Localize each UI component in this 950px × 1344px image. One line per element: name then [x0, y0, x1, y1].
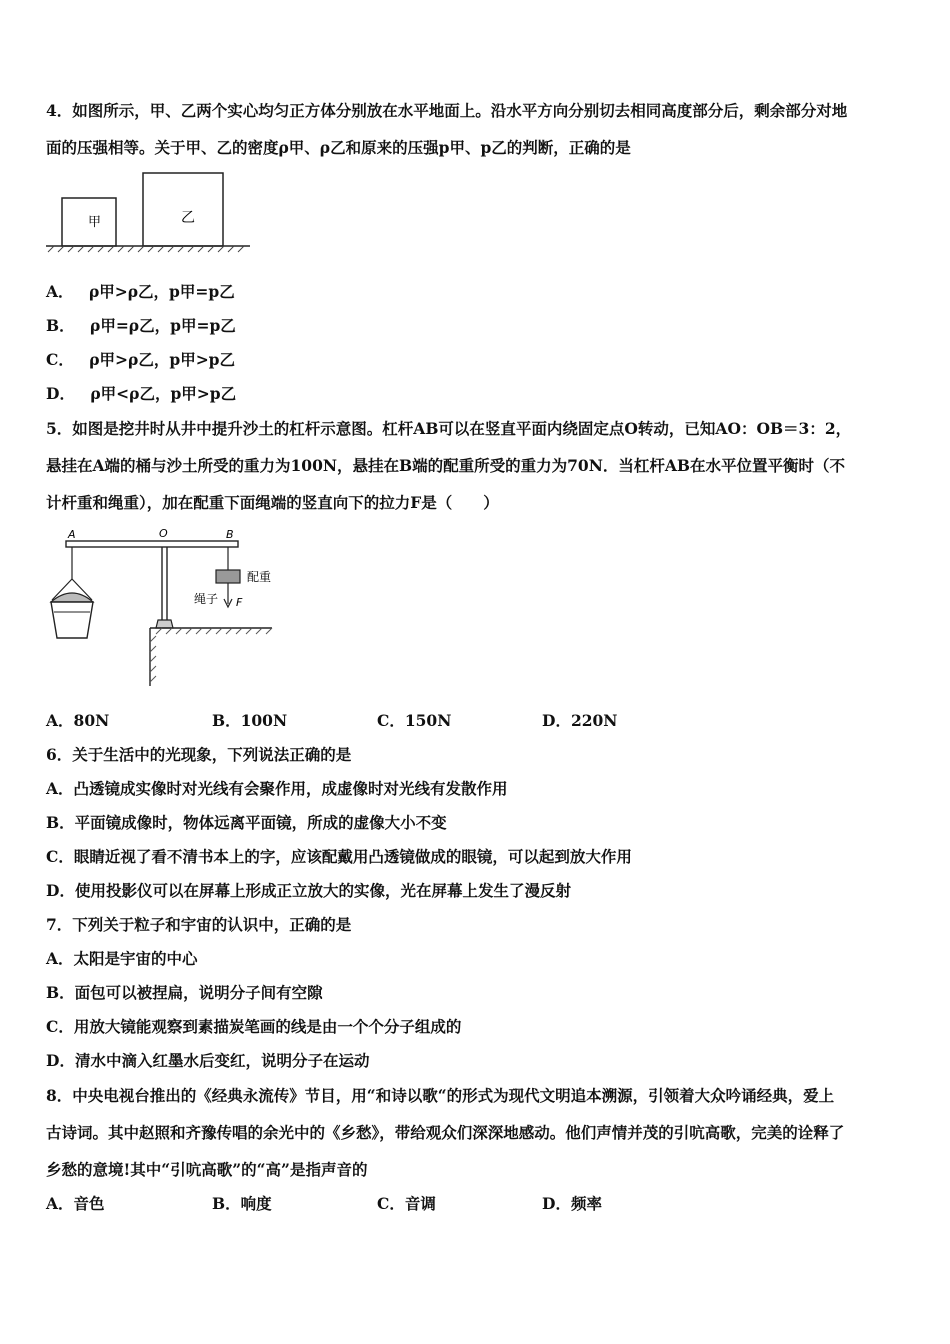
option-text: ρ甲>ρ乙，p甲=p乙 — [88, 282, 235, 301]
option-text: 响度 — [240, 1194, 272, 1213]
q5-option-d[interactable] — [542, 710, 617, 732]
label-o: O — [159, 527, 168, 540]
q6-option-a[interactable]: A．凸透镜成实像时对光线有会聚作用，成虚像时对光线有发散作用 — [46, 779, 508, 798]
q6-stem: 6．关于生活中的光现象，下列说法正确的是 — [46, 745, 352, 764]
counterweight — [216, 570, 240, 583]
label-jia: 甲 — [88, 215, 102, 230]
ground-hatching — [150, 628, 272, 682]
q8-option-a[interactable] — [46, 1193, 105, 1215]
option-text: 音色 — [73, 1194, 105, 1213]
option-text: 音调 — [404, 1194, 436, 1213]
q4-option-b[interactable] — [46, 315, 236, 337]
label-shengzi: 绳子 — [194, 592, 219, 606]
option-letter: D． — [542, 1194, 571, 1213]
bucket — [51, 602, 93, 638]
q4-option-c[interactable] — [46, 349, 235, 371]
q8-stem-line1: 8．中央电视台推出的《经典永流传》节目，用“和诗以歌“的形式为现代文明追本溯源，引领着大众吟诵经典，爱上 — [46, 1086, 835, 1105]
option-letter: D． — [46, 384, 75, 403]
q4-option-a[interactable] — [46, 281, 235, 303]
option-letter: A． — [46, 711, 74, 730]
option-text: 220N — [570, 711, 618, 730]
q5-option-a[interactable] — [46, 710, 109, 732]
option-letter: C． — [377, 711, 405, 730]
option-letter: A． — [46, 1194, 74, 1213]
q8-stem-line2: 古诗词。其中赵照和齐豫传唱的余光中的《乡愁》，带给观众们深深地感动。他们声情并茂的引吭高歌，完美的诠释了 — [46, 1123, 845, 1142]
q7-option-a[interactable]: A．太阳是宇宙的中心 — [46, 949, 198, 968]
q5-stem-line1: 5．如图是挖井时从井中提升沙土的杠杆示意图。杠杆AB可以在竖直平面内绕固定点O转动，已知AO：OB＝3：2， — [46, 419, 852, 438]
option-letter: B． — [212, 1194, 241, 1213]
q8-stem-line3: 乡愁的意境!其中“引吭高歌”的“高”是指声音的 — [46, 1160, 368, 1179]
pivot-base — [156, 620, 173, 628]
ground-hatching — [48, 246, 244, 252]
q7-stem: 7．下列关于粒子和宇宙的认识中，正确的是 — [46, 915, 352, 934]
q5-option-c[interactable] — [377, 710, 451, 732]
q5-lever-figure — [44, 524, 276, 690]
q5-option-b[interactable] — [212, 710, 287, 732]
label-f: F — [236, 596, 243, 609]
option-letter: A． — [46, 282, 74, 301]
option-letter: C． — [377, 1194, 405, 1213]
option-text: 频率 — [570, 1194, 602, 1213]
option-text: ρ甲=ρ乙，p甲=p乙 — [90, 316, 236, 335]
q8-option-d[interactable] — [542, 1193, 602, 1215]
q6-option-c[interactable]: C．眼睛近视了看不清书本上的字，应该配戴用凸透镜做成的眼镜，可以起到放大作用 — [46, 847, 632, 866]
q4-stem-line1: 4．如图所示，甲、乙两个实心均匀正方体分别放在水平地面上。沿水平方向分别切去相同高度部分后，剩余部分对地 — [46, 101, 848, 120]
q4-stem-line2: 面的压强相等。关于甲、乙的密度ρ甲、ρ乙和原来的压强p甲、p乙的判断，正确的是 — [46, 138, 631, 157]
q4-cube-figure — [44, 168, 254, 260]
label-yi: 乙 — [181, 210, 195, 226]
label-b: B — [226, 528, 234, 541]
option-letter: D． — [542, 711, 571, 730]
option-letter: B． — [212, 711, 241, 730]
q7-option-d[interactable]: D．清水中滴入红墨水后变红，说明分子在运动 — [46, 1051, 370, 1070]
option-text: 80N — [73, 711, 110, 730]
q8-option-b[interactable] — [212, 1193, 272, 1215]
q8-option-c[interactable] — [377, 1193, 436, 1215]
lever-bar — [66, 541, 238, 547]
q7-option-c[interactable]: C．用放大镜能观察到素描炭笔画的线是由一个个分子组成的 — [46, 1017, 462, 1036]
option-letter: B． — [46, 316, 75, 335]
q6-option-d[interactable]: D．使用投影仪可以在屏幕上形成正立放大的实像，光在屏幕上发生了漫反射 — [46, 881, 571, 900]
label-peizhong: 配重 — [247, 570, 272, 584]
option-letter: C． — [46, 350, 74, 369]
label-a: A — [68, 528, 76, 541]
option-text: ρ甲<ρ乙，p甲>p乙 — [90, 384, 237, 403]
q5-stem-line2: 悬挂在A端的桶与沙土所受的重力为100N，悬挂在B端的配重所受的重力为70N．当杠杆AB在水平位置平衡时（不 — [46, 456, 846, 475]
option-text: ρ甲>ρ乙，p甲>p乙 — [89, 350, 236, 369]
option-text: 100N — [240, 711, 288, 730]
q7-option-b[interactable]: B．面包可以被捏扁，说明分子间有空隙 — [46, 983, 323, 1002]
q5-stem-line3: 计杆重和绳重），加在配重下面绳端的竖直向下的拉力F是（ ） — [46, 493, 499, 512]
q4-option-d[interactable] — [46, 383, 236, 405]
option-text: 150N — [404, 711, 452, 730]
q6-option-b[interactable]: B．平面镜成像时，物体远离平面镜，所成的虚像大小不变 — [46, 813, 447, 832]
